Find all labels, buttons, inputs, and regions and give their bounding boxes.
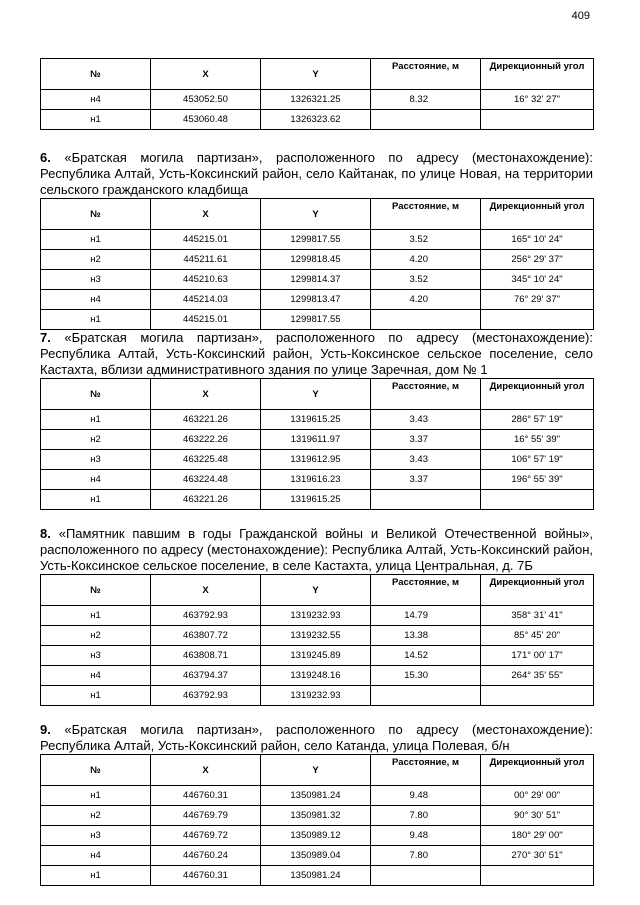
table-row: [41, 866, 594, 886]
section-text: «Братская могила партизан», расположенного по адресу (местонахождение): Республика Алтай, Усть-Коксинский район, село Катанда, улица Полевая, б/н: [40, 722, 593, 753]
cell-distance: 9.48: [371, 826, 481, 846]
col-header-distance: Расстояние, м: [371, 755, 481, 786]
section-number: 9.: [40, 722, 51, 737]
cell-angle: 286° 57' 19": [481, 410, 594, 430]
document-body: [40, 58, 593, 886]
col-header-point: №: [41, 199, 151, 230]
cell-point: н4: [41, 290, 151, 310]
section: [40, 526, 593, 706]
cell-y: 1319616.23: [261, 470, 371, 490]
cell-x: 445215.01: [151, 230, 261, 250]
cell-point: н3: [41, 646, 151, 666]
cell-y: 1299814.37: [261, 270, 371, 290]
cell-distance: 14.79: [371, 606, 481, 626]
cell-distance: 14.52: [371, 646, 481, 666]
cell-angle: 264° 35' 55": [481, 666, 594, 686]
header-row: [41, 199, 594, 230]
cell-x: 446760.31: [151, 866, 261, 886]
cell-x: 453052.50: [151, 90, 261, 110]
col-header-angle: Дирекционный угол: [481, 575, 594, 606]
section: [40, 330, 593, 510]
table-row: [41, 290, 594, 310]
cell-angle: [481, 110, 594, 130]
cell-x: 453060.48: [151, 110, 261, 130]
col-header-x: X: [151, 379, 261, 410]
cell-angle: 106° 57' 19": [481, 450, 594, 470]
cell-distance: [371, 310, 481, 330]
table-row: [41, 430, 594, 450]
header-row: [41, 755, 594, 786]
cell-angle: 85° 45' 20": [481, 626, 594, 646]
cell-angle: 171° 00' 17": [481, 646, 594, 666]
cell-point: н4: [41, 666, 151, 686]
cell-x: 463222.26: [151, 430, 261, 450]
cell-distance: [371, 110, 481, 130]
section: [40, 58, 593, 130]
table-row: [41, 250, 594, 270]
cell-x: 463807.72: [151, 626, 261, 646]
cell-angle: 270° 30' 51": [481, 846, 594, 866]
cell-distance: 13.38: [371, 626, 481, 646]
header-row: [41, 379, 594, 410]
cell-x: 463794.37: [151, 666, 261, 686]
cell-y: 1319245.89: [261, 646, 371, 666]
cell-distance: 7.80: [371, 846, 481, 866]
cell-x: 463225.48: [151, 450, 261, 470]
table-row: [41, 606, 594, 626]
col-header-y: Y: [261, 379, 371, 410]
cell-point: н1: [41, 686, 151, 706]
cell-distance: 4.20: [371, 290, 481, 310]
cell-point: н2: [41, 430, 151, 450]
col-header-x: X: [151, 199, 261, 230]
cell-point: н3: [41, 450, 151, 470]
table-row: [41, 646, 594, 666]
cell-y: 1350981.32: [261, 806, 371, 826]
section-number: 7.: [40, 330, 51, 345]
col-header-distance: Расстояние, м: [371, 379, 481, 410]
cell-point: н3: [41, 270, 151, 290]
cell-x: 463792.93: [151, 686, 261, 706]
col-header-point: №: [41, 755, 151, 786]
col-header-point: №: [41, 575, 151, 606]
cell-angle: 196° 55' 39": [481, 470, 594, 490]
col-header-angle: Дирекционный угол: [481, 199, 594, 230]
cell-distance: 3.37: [371, 470, 481, 490]
cell-angle: 256° 29' 37": [481, 250, 594, 270]
coordinates-table: [40, 198, 594, 330]
cell-point: н1: [41, 310, 151, 330]
cell-point: н3: [41, 826, 151, 846]
cell-point: н2: [41, 626, 151, 646]
col-header-y: Y: [261, 575, 371, 606]
cell-y: 1326321.25: [261, 90, 371, 110]
section-text: «Братская могила партизан», расположенного по адресу (местонахождение): Республика Алтай, Усть-Коксинский район, Усть-Коксинское сельское поселение, село Кастахта, вблизи административного здания по улице Заречная, дом № 1: [40, 330, 593, 377]
cell-point: н4: [41, 90, 151, 110]
cell-point: н1: [41, 410, 151, 430]
col-header-angle: Дирекционный угол: [481, 59, 594, 90]
table-row: [41, 626, 594, 646]
cell-angle: [481, 490, 594, 510]
col-header-y: Y: [261, 755, 371, 786]
cell-x: 463808.71: [151, 646, 261, 666]
cell-y: 1299818.45: [261, 250, 371, 270]
cell-distance: 3.43: [371, 450, 481, 470]
cell-distance: [371, 866, 481, 886]
cell-y: 1326323.62: [261, 110, 371, 130]
coordinates-table: [40, 754, 594, 886]
cell-y: 1319615.25: [261, 410, 371, 430]
cell-x: 445211.61: [151, 250, 261, 270]
cell-distance: 15.30: [371, 666, 481, 686]
cell-y: 1299817.55: [261, 230, 371, 250]
cell-y: 1350981.24: [261, 866, 371, 886]
cell-angle: 358° 31' 41": [481, 606, 594, 626]
col-header-y: Y: [261, 59, 371, 90]
section-number: 6.: [40, 150, 51, 165]
table-row: [41, 806, 594, 826]
cell-x: 463792.93: [151, 606, 261, 626]
cell-distance: 3.52: [371, 270, 481, 290]
cell-y: 1299813.47: [261, 290, 371, 310]
cell-angle: 345° 10' 24": [481, 270, 594, 290]
section-number: 8.: [40, 526, 51, 541]
cell-x: 446760.24: [151, 846, 261, 866]
section-heading: [40, 526, 593, 574]
cell-y: 1350989.04: [261, 846, 371, 866]
col-header-x: X: [151, 575, 261, 606]
table-row: [41, 490, 594, 510]
page-number: 409: [571, 10, 590, 22]
col-header-angle: Дирекционный угол: [481, 755, 594, 786]
cell-y: 1319611.97: [261, 430, 371, 450]
cell-x: 463221.26: [151, 490, 261, 510]
cell-point: н1: [41, 866, 151, 886]
cell-angle: 00° 29' 00": [481, 786, 594, 806]
section-heading: [40, 330, 593, 378]
table-row: [41, 686, 594, 706]
cell-x: 446769.79: [151, 806, 261, 826]
cell-point: н2: [41, 250, 151, 270]
cell-angle: 76° 29' 37": [481, 290, 594, 310]
cell-distance: 3.37: [371, 430, 481, 450]
cell-point: н1: [41, 786, 151, 806]
col-header-x: X: [151, 755, 261, 786]
cell-x: 445210.63: [151, 270, 261, 290]
table-row: [41, 786, 594, 806]
table-row: [41, 410, 594, 430]
cell-y: 1350989.12: [261, 826, 371, 846]
cell-distance: [371, 686, 481, 706]
cell-y: 1319232.93: [261, 606, 371, 626]
table-row: [41, 666, 594, 686]
table-row: [41, 230, 594, 250]
cell-angle: 180° 29' 00": [481, 826, 594, 846]
table-row: [41, 826, 594, 846]
table-row: [41, 846, 594, 866]
cell-angle: 16° 32' 27": [481, 90, 594, 110]
cell-y: 1319248.16: [261, 666, 371, 686]
section: [40, 722, 593, 886]
cell-y: 1319612.95: [261, 450, 371, 470]
cell-x: 463221.26: [151, 410, 261, 430]
cell-distance: 7.80: [371, 806, 481, 826]
cell-point: н1: [41, 606, 151, 626]
cell-point: н1: [41, 110, 151, 130]
table-row: [41, 470, 594, 490]
cell-distance: 4.20: [371, 250, 481, 270]
section: [40, 150, 593, 330]
cell-point: н4: [41, 846, 151, 866]
cell-y: 1319232.55: [261, 626, 371, 646]
cell-x: 446760.31: [151, 786, 261, 806]
section-text: «Братская могила партизан», расположенного по адресу (местонахождение): Республика Алтай, Усть-Коксинский район, село Кайтанак, по улице Новая, на территории сельского гражданского кладбища: [40, 150, 593, 197]
cell-angle: 165° 10' 24": [481, 230, 594, 250]
col-header-distance: Расстояние, м: [371, 575, 481, 606]
table-row: [41, 270, 594, 290]
cell-y: 1319232.93: [261, 686, 371, 706]
cell-x: 446769.72: [151, 826, 261, 846]
cell-distance: 3.52: [371, 230, 481, 250]
table-row: [41, 450, 594, 470]
cell-x: 463224.48: [151, 470, 261, 490]
col-header-point: №: [41, 59, 151, 90]
section-heading: [40, 150, 593, 198]
cell-angle: [481, 866, 594, 886]
cell-x: 445215.01: [151, 310, 261, 330]
coordinates-table: [40, 378, 594, 510]
col-header-angle: Дирекционный угол: [481, 379, 594, 410]
table-row: [41, 90, 594, 110]
col-header-y: Y: [261, 199, 371, 230]
header-row: [41, 59, 594, 90]
cell-distance: 3.43: [371, 410, 481, 430]
coordinates-table: [40, 58, 594, 130]
cell-y: 1319615.25: [261, 490, 371, 510]
coordinates-table: [40, 574, 594, 706]
cell-angle: 90° 30' 51": [481, 806, 594, 826]
cell-angle: [481, 686, 594, 706]
col-header-distance: Расстояние, м: [371, 59, 481, 90]
cell-point: н4: [41, 470, 151, 490]
header-row: [41, 575, 594, 606]
cell-distance: [371, 490, 481, 510]
col-header-point: №: [41, 379, 151, 410]
col-header-distance: Расстояние, м: [371, 199, 481, 230]
section-heading: [40, 722, 593, 754]
col-header-x: X: [151, 59, 261, 90]
table-row: [41, 310, 594, 330]
cell-x: 445214.03: [151, 290, 261, 310]
cell-angle: 16° 55' 39": [481, 430, 594, 450]
table-row: [41, 110, 594, 130]
section-text: «Памятник павшим в годы Гражданской войны и Великой Отечественной войны», расположенного по адресу (местонахождение): Республика Алтай, Усть-Коксинский район, Усть-Коксинское сельское поселение, в селе Кастахта, улица Центральная, д. 7Б: [40, 526, 593, 573]
cell-distance: 8.32: [371, 90, 481, 110]
cell-distance: 9.48: [371, 786, 481, 806]
cell-y: 1350981.24: [261, 786, 371, 806]
cell-y: 1299817.55: [261, 310, 371, 330]
cell-point: н1: [41, 490, 151, 510]
cell-point: н2: [41, 806, 151, 826]
cell-angle: [481, 310, 594, 330]
cell-point: н1: [41, 230, 151, 250]
